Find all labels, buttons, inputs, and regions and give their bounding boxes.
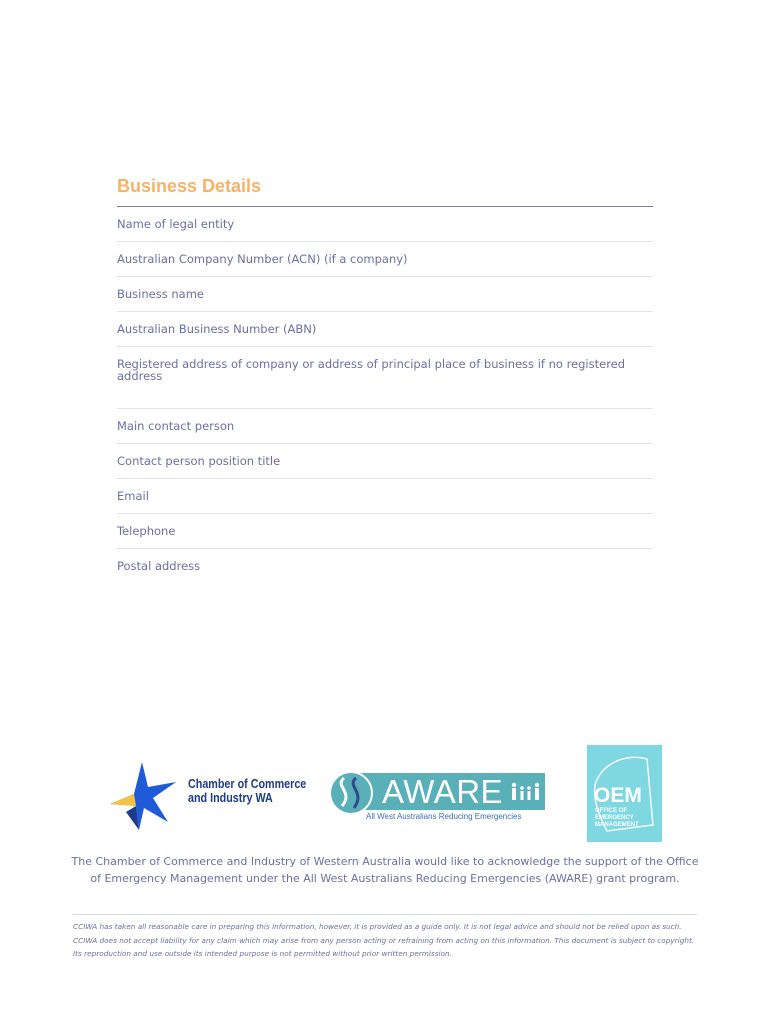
sponsor-logos bbox=[0, 740, 770, 850]
section-title: Business Details bbox=[117, 176, 262, 196]
acknowledgement-text: The Chamber of Commerce and Industry of Western Australia would like to acknowledge the support of the Office of Emergency Management under the All West Australians Reducing Emergencies (AWARE) grant program. bbox=[71, 855, 699, 885]
disclaimer-divider bbox=[73, 914, 697, 915]
oem-line3: MANAGEMENT bbox=[595, 822, 639, 828]
field-registered-address[interactable]: Registered address of company or address of principal place of business if no registered address bbox=[117, 347, 653, 409]
cciwa-star-icon bbox=[106, 760, 178, 832]
oem-wordmark: OEM bbox=[594, 784, 642, 807]
oem-line2: EMERGENCY bbox=[595, 815, 634, 821]
aware-logo bbox=[328, 770, 548, 825]
cciwa-logo bbox=[106, 760, 306, 830]
field-acn[interactable]: Australian Company Number (ACN) (if a company) bbox=[117, 242, 653, 277]
business-details-fields bbox=[117, 207, 653, 584]
field-telephone[interactable]: Telephone bbox=[117, 514, 653, 549]
aware-wordmark: AWARE bbox=[382, 773, 504, 810]
field-contact-position[interactable]: Contact person position title bbox=[117, 444, 653, 479]
field-email[interactable]: Email bbox=[117, 479, 653, 514]
field-abn[interactable]: Australian Business Number (ABN) bbox=[117, 312, 653, 347]
oem-logo bbox=[587, 745, 662, 842]
aware-wave-icon bbox=[328, 770, 376, 816]
disclaimer-text: CCIWA has taken all reasonable care in preparing this information, however, it is provided as a guide only. It is not legal advice and should not be relied upon as such. CCIWA does not accept liability for any claim which may arise from any person acting or refraining from acting on this information. This document is subject to copyright. Its reproduction and use outside its intended purpose is not permitted without prior written permission. bbox=[73, 922, 695, 958]
cciwa-line2: and Industry WA bbox=[188, 791, 273, 805]
cciwa-wordmark bbox=[188, 777, 306, 805]
field-legal-entity[interactable]: Name of legal entity bbox=[117, 207, 653, 242]
field-postal-address[interactable]: Postal address bbox=[117, 559, 201, 573]
family-icon bbox=[510, 782, 542, 802]
cciwa-line1: Chamber of Commerce bbox=[188, 777, 307, 791]
field-main-contact[interactable]: Main contact person bbox=[117, 409, 653, 444]
oem-line1: OFFICE OF bbox=[595, 808, 627, 814]
aware-tagline: All West Australians Reducing Emergencies bbox=[366, 812, 522, 821]
field-business-name[interactable]: Business name bbox=[117, 277, 653, 312]
oem-subtitle bbox=[595, 808, 659, 829]
